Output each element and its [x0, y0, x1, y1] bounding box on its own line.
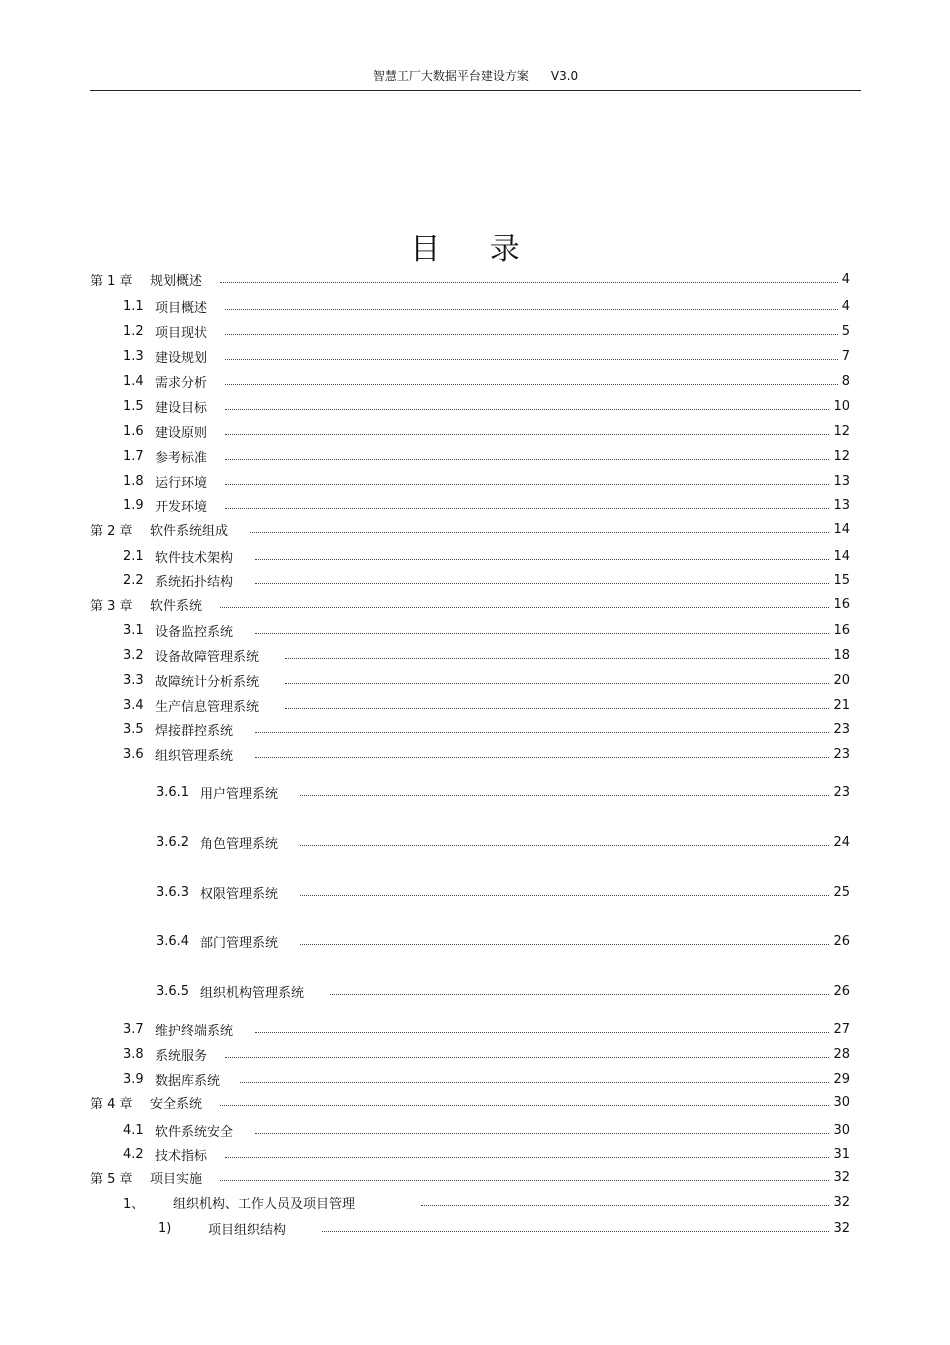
- toc-entry-label: 故障统计分析系统: [155, 674, 260, 690]
- toc-entry-page: 16: [833, 622, 850, 638]
- dot-leader: [225, 508, 829, 509]
- toc-entry-page: 12: [833, 448, 850, 464]
- toc-entry-page: 30: [833, 1094, 850, 1110]
- dot-leader: [220, 1180, 829, 1181]
- toc-entry-number: 3.6.4: [156, 933, 190, 949]
- dot-leader: [220, 607, 829, 608]
- toc-entry-number: 3.4: [123, 697, 144, 713]
- toc-entry-label: 参考标准: [155, 450, 208, 466]
- toc-entry-number: 2.1: [123, 548, 144, 564]
- dot-leader: [255, 1032, 829, 1033]
- toc-entry-label: 项目概述: [155, 300, 208, 316]
- toc-entry-number: 3.8: [123, 1046, 144, 1062]
- toc-entry[interactable]: [123, 719, 850, 739]
- toc-entry-label: 安全系统: [150, 1096, 203, 1112]
- toc-entry[interactable]: [90, 1167, 850, 1187]
- toc-entry-label: 组织机构管理系统: [200, 985, 305, 1001]
- toc-entry-label: 软件系统安全: [155, 1124, 234, 1140]
- toc-entry-label: 部门管理系统: [200, 935, 279, 951]
- toc-entry-page: 21: [833, 697, 850, 713]
- dot-leader: [225, 434, 829, 435]
- toc-entry-page: 10: [833, 398, 850, 414]
- toc-entry[interactable]: [123, 695, 850, 715]
- dot-leader: [225, 359, 838, 360]
- dot-leader: [255, 1133, 829, 1134]
- toc-entry-page: 28: [833, 1046, 850, 1062]
- toc-entry[interactable]: [123, 495, 850, 515]
- toc-entry-page: 16: [833, 596, 850, 612]
- toc-entry-number: 3.2: [123, 647, 144, 663]
- toc-entry[interactable]: [156, 931, 850, 951]
- dot-leader: [330, 994, 829, 995]
- toc-entry-number: 1.7: [123, 448, 144, 464]
- toc-entry-number: 3.9: [123, 1071, 144, 1087]
- toc-entry[interactable]: [123, 371, 850, 391]
- toc-entry-page: 23: [833, 746, 850, 762]
- toc-entry-number: 3.5: [123, 721, 144, 737]
- toc-entry-number: 1.1: [123, 298, 144, 314]
- toc-entry-label: 生产信息管理系统: [155, 699, 260, 715]
- toc-entry-label: 权限管理系统: [200, 886, 279, 902]
- toc-entry-page: 31: [833, 1146, 850, 1162]
- toc-entry-page: 23: [833, 721, 850, 737]
- toc-entry-page: 29: [833, 1071, 850, 1087]
- toc-entry-number: 3.7: [123, 1021, 144, 1037]
- toc-entry-label: 组织机构、工作人员及项目管理: [173, 1196, 356, 1212]
- dot-leader: [220, 282, 838, 283]
- toc-entry[interactable]: [123, 744, 850, 764]
- dot-leader: [285, 708, 829, 709]
- dot-leader: [285, 683, 829, 684]
- toc-entry-page: 12: [833, 423, 850, 439]
- toc-entry[interactable]: [123, 321, 850, 341]
- toc-entry-label: 建设规划: [155, 350, 208, 366]
- toc-entry-label: 规划概述: [150, 273, 203, 289]
- toc-entry-label: 角色管理系统: [200, 836, 279, 852]
- dot-leader: [225, 409, 829, 410]
- toc-entry-label: 数据库系统: [155, 1073, 221, 1089]
- dot-leader: [255, 633, 829, 634]
- toc-entry-page: 8: [841, 373, 850, 389]
- toc-entry[interactable]: [123, 670, 850, 690]
- toc-entry-number: 3.6.5: [156, 983, 190, 999]
- toc-entry[interactable]: [123, 421, 850, 441]
- toc-entry[interactable]: [123, 1069, 850, 1089]
- toc-entry-page: 26: [833, 933, 850, 949]
- header-version: V3.0: [550, 69, 579, 83]
- dot-leader: [255, 757, 829, 758]
- dot-leader: [300, 944, 829, 945]
- toc-entry-label: 软件系统组成: [150, 523, 229, 539]
- toc-entry[interactable]: [123, 1019, 850, 1039]
- header-title: 智慧工厂大数据平台建设方案: [372, 69, 529, 83]
- toc-entry-label: 设备故障管理系统: [155, 649, 260, 665]
- dot-leader: [300, 845, 829, 846]
- toc-entry-page: 30: [833, 1122, 850, 1138]
- toc-entry-page: 7: [841, 348, 850, 364]
- toc-entry-page: 23: [833, 784, 850, 800]
- toc-entry-label: 建设目标: [155, 400, 208, 416]
- toc-entry-number: 第 3 章: [90, 598, 133, 614]
- toc-entry-number: 1.2: [123, 323, 144, 339]
- toc-entry-number: 3.3: [123, 672, 144, 688]
- toc-entry[interactable]: [156, 832, 850, 852]
- toc-entry-label: 运行环境: [155, 475, 208, 491]
- toc-entry-page: 18: [833, 647, 850, 663]
- toc-entry-number: 1.4: [123, 373, 144, 389]
- toc-entry[interactable]: [123, 570, 850, 590]
- dot-leader: [322, 1231, 829, 1232]
- toc-entry[interactable]: [90, 594, 850, 614]
- toc-entry-page: 13: [833, 497, 850, 513]
- toc-entry-page: 25: [833, 884, 850, 900]
- toc-entry-number: 第 1 章: [90, 273, 133, 289]
- toc-entry-number: 1.3: [123, 348, 144, 364]
- dot-leader: [225, 459, 829, 460]
- dot-leader: [255, 583, 829, 584]
- dot-leader: [421, 1205, 829, 1206]
- toc-entry-number: 3.6: [123, 746, 144, 762]
- toc-entry-label: 软件系统: [150, 598, 203, 614]
- dot-leader: [255, 559, 829, 560]
- toc-entry-page: 24: [833, 834, 850, 850]
- toc-entry-number: 1.8: [123, 473, 144, 489]
- toc-entry-label: 技术指标: [155, 1148, 208, 1164]
- toc-entry[interactable]: [123, 645, 850, 665]
- dot-leader: [285, 658, 829, 659]
- dot-leader: [225, 384, 838, 385]
- dot-leader: [220, 1105, 829, 1106]
- toc-entry-label: 建设原则: [155, 425, 208, 441]
- toc-entry-number: 第 5 章: [90, 1171, 133, 1187]
- toc-entry-label: 项目实施: [150, 1171, 203, 1187]
- toc-entry[interactable]: [123, 546, 850, 566]
- toc-entry-number: 1、: [123, 1196, 145, 1212]
- toc-entry-page: 32: [833, 1194, 850, 1210]
- dot-leader: [225, 1157, 829, 1158]
- toc-entry[interactable]: [123, 346, 850, 366]
- toc-entry-page: 5: [841, 323, 850, 339]
- dot-leader: [250, 532, 829, 533]
- toc-entry-page: 4: [841, 271, 850, 287]
- toc-entry-number: 3.1: [123, 622, 144, 638]
- toc-entry[interactable]: [123, 620, 850, 640]
- toc-entry[interactable]: [123, 471, 850, 491]
- toc-entry-label: 组织管理系统: [155, 748, 234, 764]
- toc-entry-label: 系统拓扑结构: [155, 574, 234, 590]
- toc-entry-label: 焊接群控系统: [155, 723, 234, 739]
- toc-entry[interactable]: [123, 1044, 850, 1064]
- toc-entry-number: 4.2: [123, 1146, 144, 1162]
- toc-entry-number: 1): [158, 1220, 172, 1236]
- toc-entry-page: 4: [841, 298, 850, 314]
- toc-entry[interactable]: [156, 981, 850, 1001]
- toc-entry[interactable]: [123, 296, 850, 316]
- toc-entry-number: 1.6: [123, 423, 144, 439]
- toc-entry-label: 系统服务: [155, 1048, 208, 1064]
- toc-entry-label: 项目现状: [155, 325, 208, 341]
- dot-leader: [255, 732, 829, 733]
- toc-entry-page: 14: [833, 548, 850, 564]
- toc-entry-number: 1.9: [123, 497, 144, 513]
- toc-entry-number: 3.6.2: [156, 834, 190, 850]
- toc-entry[interactable]: [123, 1144, 850, 1164]
- toc-entry-label: 需求分析: [155, 375, 208, 391]
- dot-leader: [300, 895, 829, 896]
- toc-entry-number: 4.1: [123, 1122, 144, 1138]
- toc-entry-page: 20: [833, 672, 850, 688]
- toc-entry-label: 用户管理系统: [200, 786, 279, 802]
- toc-entry[interactable]: [90, 269, 850, 289]
- toc-entry-page: 32: [833, 1220, 850, 1236]
- toc-entry[interactable]: [123, 396, 850, 416]
- toc-entry[interactable]: [123, 1192, 850, 1212]
- toc-entry-label: 维护终端系统: [155, 1023, 234, 1039]
- toc-entry-label: 设备监控系统: [155, 624, 234, 640]
- toc-entry-number: 3.6.3: [156, 884, 190, 900]
- toc-entry-page: 27: [833, 1021, 850, 1037]
- toc-entry[interactable]: [123, 1120, 850, 1140]
- dot-leader: [300, 795, 829, 796]
- toc-entry[interactable]: [158, 1218, 850, 1238]
- dot-leader: [225, 309, 838, 310]
- toc-entry[interactable]: [156, 782, 850, 802]
- toc-entry-number: 第 2 章: [90, 523, 133, 539]
- toc-entry-page: 14: [833, 521, 850, 537]
- toc-entry[interactable]: [90, 1092, 850, 1112]
- toc-entry-number: 2.2: [123, 572, 144, 588]
- toc-entry[interactable]: [90, 519, 850, 539]
- toc-title: 目 录: [410, 232, 540, 267]
- toc-entry-label: 项目组织结构: [208, 1222, 287, 1238]
- toc-entry-label: 开发环境: [155, 499, 208, 515]
- toc-entry-number: 3.6.1: [156, 784, 190, 800]
- toc-entry-number: 第 4 章: [90, 1096, 133, 1112]
- dot-leader: [240, 1082, 829, 1083]
- toc-entry-label: 软件技术架构: [155, 550, 234, 566]
- dot-leader: [225, 1057, 829, 1058]
- toc-entry-page: 13: [833, 473, 850, 489]
- toc-entry-page: 15: [833, 572, 850, 588]
- toc-entry-page: 26: [833, 983, 850, 999]
- toc-entry[interactable]: [156, 882, 850, 902]
- toc-entry[interactable]: [123, 446, 850, 466]
- toc-entry-number: 1.5: [123, 398, 144, 414]
- dot-leader: [225, 484, 829, 485]
- dot-leader: [225, 334, 838, 335]
- toc-entry-page: 32: [833, 1169, 850, 1185]
